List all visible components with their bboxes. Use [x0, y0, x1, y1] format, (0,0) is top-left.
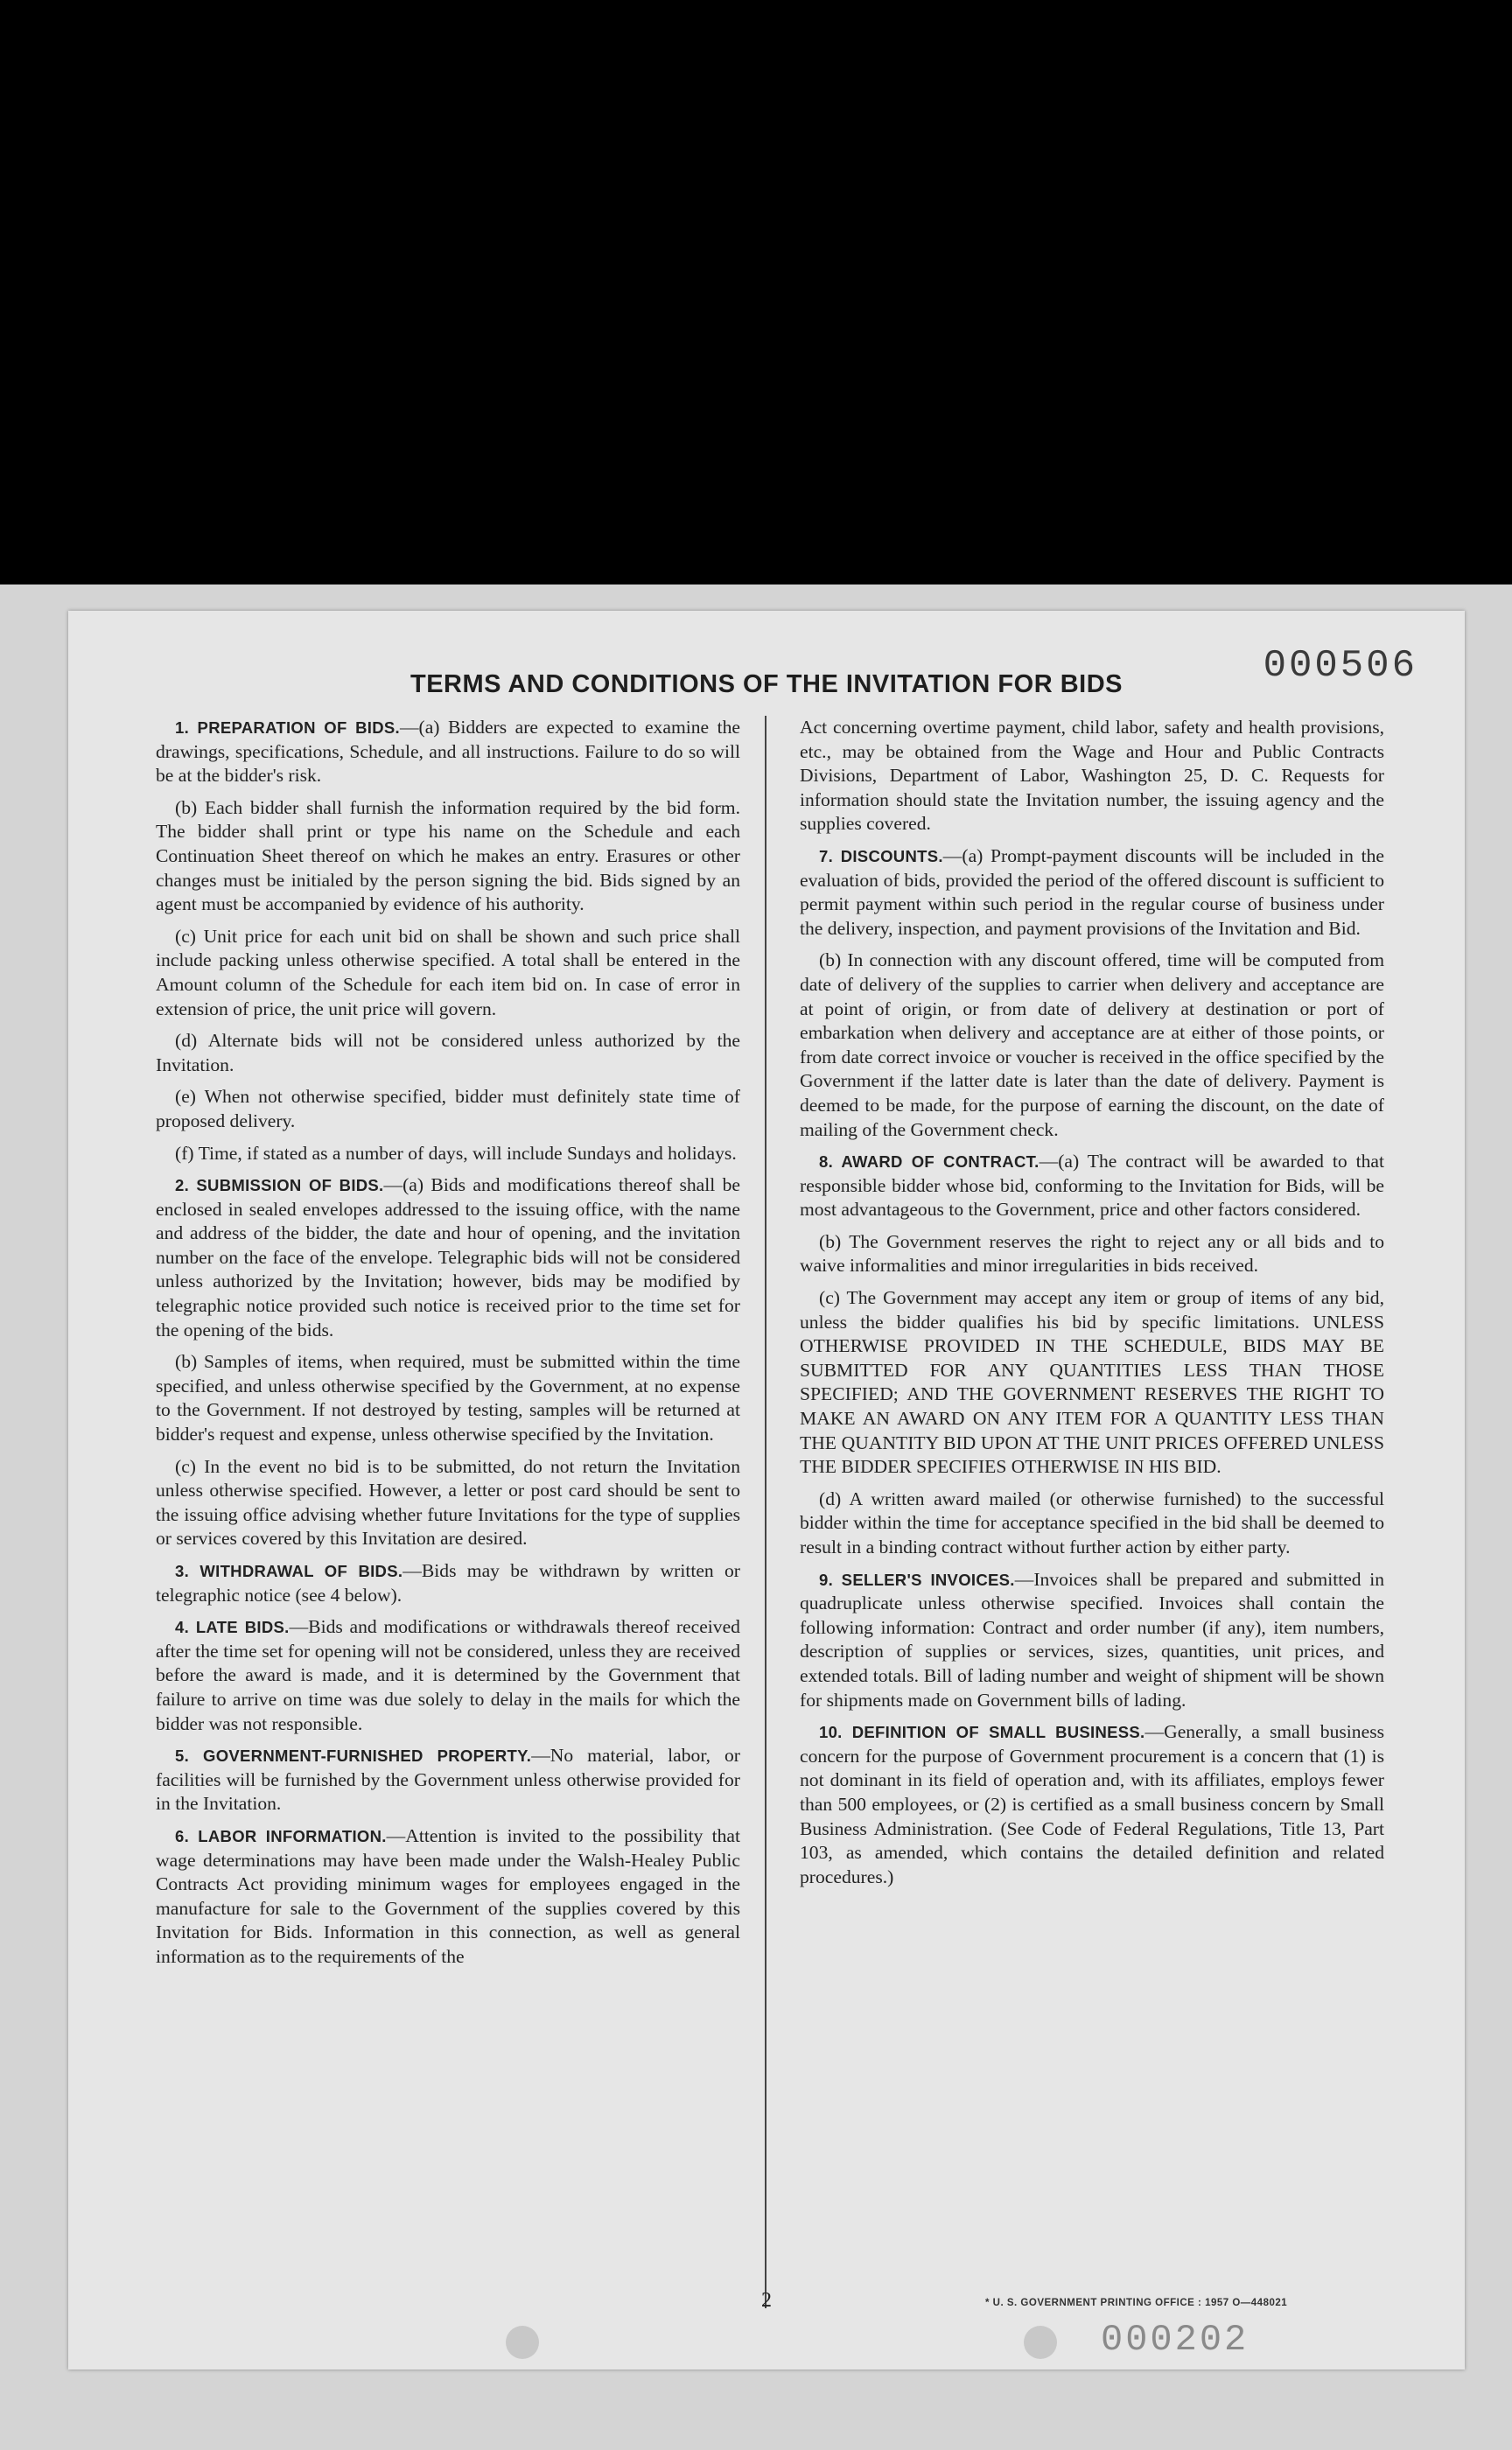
paragraph: [156, 796, 740, 917]
paragraph: [800, 1286, 1384, 1480]
section-heading: 7. DISCOUNTS.: [819, 846, 943, 865]
section-heading: 2. SUBMISSION OF BIDS.: [175, 1176, 384, 1195]
section-heading: 5. GOVERNMENT-FURNISHED PROPERTY.: [175, 1746, 532, 1766]
section-heading: 6. LABOR INFORMATION.: [175, 1826, 387, 1845]
paragraph: [800, 1488, 1384, 1560]
paragraph-text: (c) In the event no bid is to be submitted, do not return the Invitation unless otherwise specified. However, a letter or post card should be sent to the issuing office advising whether future Invitations for the type of supplies or services covered by this Invitation are desired.: [156, 1455, 740, 1550]
section-heading: 9. SELLER'S INVOICES.: [819, 1570, 1015, 1589]
paragraph: [156, 1350, 740, 1446]
paragraph-text: (b) The Government reserves the right to reject any or all bids and to waive informalities and minor irregularities in bids received.: [800, 1230, 1384, 1277]
paragraph-text: (c) The Government may accept any item or group of items of any bid, unless the bidder qualifies his bid by specific limitations. UNLESS OTHERWISE PROVIDED IN THE SCHEDULE, BIDS MAY BE SUBMITTED FOR ANY QUANTITIES LESS THAN THOSE SPECIFIED; AND THE GOVERNMENT RESERVES THE RIGHT TO MAKE AN AWARD ON ANY ITEM FOR A QUANTITY LESS THAN THE QUANTITY BID UPON AT THE UNIT PRICES OFFERED UNLESS THE BIDDER SPECIFIES OTHERWISE IN HIS BID.: [800, 1287, 1384, 1478]
page-title: TERMS AND CONDITIONS OF THE INVITATION FOR BIDS: [410, 670, 1123, 698]
paragraph-text: (f) Time, if stated as a number of days, will include Sundays and holidays.: [175, 1142, 737, 1164]
section-heading: 4. LATE BIDS.: [175, 1618, 290, 1637]
paragraph: [156, 1173, 740, 1342]
section-heading: 8. AWARD OF CONTRACT.: [819, 1152, 1040, 1172]
paragraph: [800, 716, 1384, 836]
paragraph: [156, 716, 740, 788]
paragraph: [800, 948, 1384, 1142]
paragraph: [156, 925, 740, 1021]
paragraph-text: (c) Unit price for each unit bid on shall be shown and such price shall include packing unless otherwise specified. A total shall be entered in the Amount column of the Schedule for each item bid on. In case of error in extension of price, the unit price will govern.: [156, 925, 740, 1019]
paragraph: [800, 844, 1384, 941]
section-heading: 3. WITHDRAWAL OF BIDS.: [175, 1562, 403, 1580]
paragraph-text: —Invoices shall be prepared and submitted in quadruplicate unless otherwise specified. Invoices shall contain the following information: Contract and order number (if any), item numbers, description of supplies or services, sizes, quantities, unit prices, and extended totals. Bill of lading number and weight of shipment will be shown for shipments made on Government bills of lading.: [800, 1568, 1384, 1711]
bottom-stamp: 000202: [1101, 2319, 1250, 2361]
paragraph: [800, 1720, 1384, 1889]
paragraph-text: (d) Alternate bids will not be considered unless authorized by the Invitation.: [156, 1030, 740, 1075]
paragraph: [800, 1150, 1384, 1222]
paragraph-text: —No material, labor, or facilities will be furnished by the Government unless otherwise provided for in the Invitation.: [156, 1745, 740, 1815]
paragraph-text: (b) Each bidder shall furnish the information required by the bid form. The bidder shall print or type his name on the Schedule and each Continuation Sheet thereof on which he makes an entry. Erasures or other changes must be initialed by the person signing the bid. Bids signed by an agent must be accompanied by evidence of his authority.: [156, 796, 740, 915]
paragraph-text: (b) Samples of items, when required, must be submitted within the time specified, and unless otherwise specified by the Government, at no expense to the Government. If not destroyed by testing, samples will be returned at bidder's request and expense, unless otherwise specified by the Invitation.: [156, 1351, 740, 1446]
binder-hole: [506, 2326, 539, 2359]
paragraph: [156, 1142, 740, 1166]
page-id-stamp: 000506: [1263, 644, 1418, 688]
section-heading: 10. DEFINITION OF SMALL BUSINESS.: [819, 1723, 1145, 1742]
section-heading: 1. PREPARATION OF BIDS.: [175, 718, 400, 737]
right-column: [800, 716, 1384, 1897]
binder-hole: [1024, 2326, 1057, 2359]
paragraph: [156, 1455, 740, 1551]
paragraph-text: —Attention is invited to the possibility that wage determinations may have been made under the Walsh-Healey Public Contracts Act providing minimum wages for employees engaged in the manufacture for sale to the Government of the supplies covered by this Invitation for Bids. Information in this connection, as well as general information as to the requirements of the: [156, 1824, 740, 1967]
paragraph-text: —(a) The contract will be awarded to that responsible bidder whose bid, conforming to the Invitation for Bids, will be most advantageous to the Government, price and other factors considered.: [800, 1151, 1384, 1221]
page-number: 2: [761, 2289, 772, 2312]
left-column: [156, 716, 740, 1978]
paragraph-text: —(a) Bids and modifications thereof shall be enclosed in sealed envelopes addressed to the issuing office, with the name and address of the bidder, the date and hour of opening, and the invitation number on the face of the envelope. Telegraphic bids will not be considered unless authorized by the Invitation; however, bids may be modified by telegraphic notice provided such notice is received prior to the time set for the opening of the bids.: [156, 1174, 740, 1340]
paragraph: [156, 1744, 740, 1816]
paragraph-text: —(a) Bidders are expected to examine the drawings, specifications, Schedule, and all instructions. Failure to do so will be at the bidder's risk.: [156, 717, 740, 787]
paragraph-text: (e) When not otherwise specified, bidder must definitely state time of proposed delivery.: [156, 1086, 740, 1131]
paragraph: [156, 1559, 740, 1607]
paragraph: [800, 1568, 1384, 1713]
paragraph: [800, 1230, 1384, 1278]
column-divider: [765, 716, 766, 2308]
paragraph-text: —Bids may be withdrawn by written or telegraphic notice (see 4 below).: [156, 1560, 740, 1606]
paragraph: [156, 1029, 740, 1077]
paragraph: [156, 1824, 740, 1970]
paragraph-text: Act concerning overtime payment, child labor, safety and health provisions, etc., may be obtained from the Wage and Hour and Public Contracts Divisions, Department of Labor, Washington 25, D. C. Requests for information should state the Invitation number, the issuing agency and the supplies covered.: [800, 717, 1384, 835]
printer-imprint: * U. S. GOVERNMENT PRINTING OFFICE : 1957 O—448021: [985, 2298, 1288, 2308]
paragraph: [156, 1085, 740, 1133]
paragraph-text: —Bids and modifications or withdrawals thereof received after the time set for opening will not be considered, unless they are received before the award is made, and it is determined by the Government that failure to arrive on time was due solely to delay in the mails for which the bidder was not responsible.: [156, 1616, 740, 1734]
scan-black-border: [0, 0, 1512, 584]
paragraph-text: —Generally, a small business concern for the purpose of Government procurement is a concern that (1) is not dominant in its field of operation and, with its affiliates, employs fewer than 500 employees, or (2) is certified as a small business concern by Small Business Administration. (See Code of Federal Regulations, Title 13, Part 103, as amended, which contains the detailed definition and related procedures.): [800, 1721, 1384, 1887]
paragraph-text: —(a) Prompt-payment discounts will be included in the evaluation of bids, provided the period of the offered discount is sufficient to permit payment within such period in the regular course of business under the delivery, inspection, and payment provisions of the Invitation and Bid.: [800, 844, 1384, 939]
paragraph-text: (b) In connection with any discount offered, time will be computed from date of delivery of the supplies to carrier when delivery and acceptance are at point of origin, or from date of delivery at destination or port of embarkation when delivery and acceptance are at either of those points, or from date correct invoice or voucher is received in the office specified by the Government if the latter date is later than the date of delivery. Payment is deemed to be made, for the purpose of earning the discount, on the date of mailing of the Government check.: [800, 949, 1384, 1140]
paragraph-text: (d) A written award mailed (or otherwise furnished) to the successful bidder within the time for acceptance specified in the bid shall be deemed to result in a binding contract without further action by either party.: [800, 1488, 1384, 1558]
document-page: [68, 611, 1465, 2370]
paragraph: [156, 1615, 740, 1736]
